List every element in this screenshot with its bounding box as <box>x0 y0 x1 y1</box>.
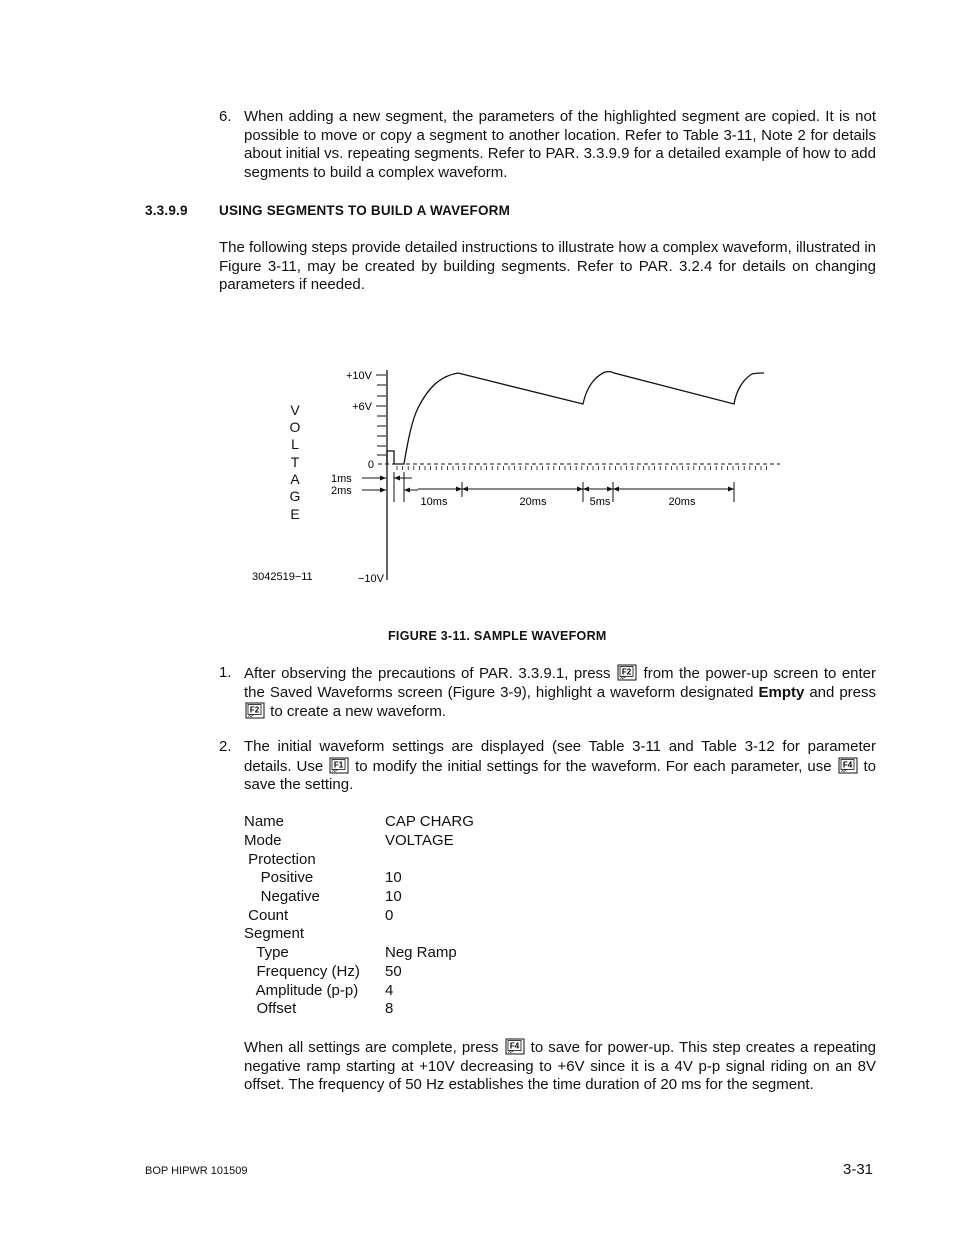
duration-label: 20ms <box>668 496 696 508</box>
svg-text:F1: F1 <box>333 760 344 770</box>
y-axis-title <box>290 402 301 522</box>
closing-text: When all settings are complete, press <box>244 1039 499 1056</box>
duration-label: 5ms <box>589 496 611 508</box>
y-label-zero: 0 <box>367 459 374 471</box>
f4-key-icon <box>838 757 858 774</box>
setting-label: Name <box>244 813 285 830</box>
setting-label: Type <box>244 944 289 961</box>
section-title: USING SEGMENTS TO BUILD A WAVEFORM <box>219 203 511 218</box>
setting-value: 4 <box>385 982 394 999</box>
setting-value: VOLTAGE <box>385 832 454 849</box>
setting-value: 10 <box>385 888 402 905</box>
time-label-1ms: 1ms <box>331 473 352 485</box>
figure-caption: FIGURE 3-11. SAMPLE WAVEFORM <box>388 629 607 643</box>
setting-value: 8 <box>385 1000 394 1017</box>
setting-label: Segment <box>244 925 305 942</box>
closing-text: to save for power-up. This step creates a repeating negative ramp starting at +10V decreasing to +6V since it is a 4V p-p signal riding on an 8V offset. The frequency of 50 Hz establishes the time duration of 20 ms for the segment. <box>244 1039 876 1094</box>
step2-text: The initial waveform settings are displayed (see Table 3-11 and Table 3-12 for parameter details. Use <box>244 738 876 775</box>
step1-bold: Empty <box>758 683 805 701</box>
sample-waveform-figure <box>240 360 800 590</box>
setting-value: 0 <box>385 907 394 924</box>
f2-key-icon <box>245 702 265 719</box>
y-label-minus10: −10V <box>358 573 384 585</box>
y-axis-letter: O <box>289 419 301 435</box>
setting-value: 50 <box>385 963 402 980</box>
setting-label: Offset <box>244 1000 297 1017</box>
setting-label: Amplitude (p-p) <box>244 982 359 999</box>
y-axis-letter: G <box>289 488 301 504</box>
duration-label: 10ms <box>420 496 448 508</box>
svg-text:F4: F4 <box>842 760 852 770</box>
list-number: 1. <box>219 664 232 681</box>
y-axis-letter: L <box>291 436 299 452</box>
y-axis-letter: T <box>290 454 300 470</box>
setting-label: Negative <box>244 888 320 905</box>
y-label-plus6: +6V <box>352 401 372 413</box>
svg-text:F2: F2 <box>249 705 260 715</box>
step1-text: from the power-up screen to enter the Saved Waveforms screen (Figure 3-9), highlight a waveform designated <box>244 665 877 701</box>
setting-label: Mode <box>244 832 282 849</box>
list-number: 6. <box>219 108 232 125</box>
y-label-plus10: +10V <box>346 370 372 382</box>
footer-doc-id: BOP HIPWR 101509 <box>145 1165 248 1177</box>
step1-paragraph <box>244 664 876 722</box>
step1-text: to create a new waveform. <box>270 703 447 721</box>
step1-text: After observing the precautions of PAR. 3.3.9.1, press <box>244 665 611 682</box>
setting-value: Neg Ramp <box>385 944 457 961</box>
setting-value: CAP CHARG <box>385 813 474 830</box>
step2-text: to modify the initial settings for the waveform. For each parameter, use <box>355 757 832 775</box>
y-axis-letter: E <box>290 506 300 522</box>
svg-text:F2: F2 <box>621 667 632 677</box>
setting-label: Count <box>244 907 289 924</box>
svg-text:F4: F4 <box>509 1041 519 1051</box>
time-label-2ms: 2ms <box>331 485 352 497</box>
setting-value: 10 <box>385 869 402 886</box>
waveform-trace <box>387 372 764 464</box>
page-number: 3-31 <box>843 1161 874 1178</box>
f1-key-icon <box>329 757 349 774</box>
list-number: 2. <box>219 738 232 755</box>
section-intro: The following steps provide detailed instructions to illustrate how a complex waveform, illustrated in Figure 3-11, may be created by building segments. Refer to PAR. 3.2.4 for details on changing parameters if needed. <box>219 239 876 294</box>
step2-text: to save the setting. <box>244 757 877 794</box>
f2-key-icon <box>617 664 637 681</box>
y-axis-letter: V <box>290 402 300 418</box>
y-axis-letter: A <box>290 471 300 487</box>
step1-text: and press <box>809 683 876 701</box>
step2-paragraph <box>244 738 876 795</box>
closing-paragraph <box>244 1038 876 1095</box>
setting-label: Positive <box>244 869 314 886</box>
drawing-id: 3042519−11 <box>252 571 313 583</box>
duration-label: 20ms <box>519 496 547 508</box>
f4-key-icon <box>505 1038 525 1055</box>
setting-label: Protection <box>244 851 316 868</box>
setting-label: Frequency (Hz) <box>244 963 360 980</box>
item6-paragraph: When adding a new segment, the parameters of the highlighted segment are copied. It is not possible to move or copy a segment to another location. Refer to Table 3-11, Note 2 for details about initial vs. repeating segments. Refer to PAR. 3.3.9.9 for a detailed example of how to add segments to build a complex waveform. <box>244 108 876 182</box>
section-number: 3.3.9.9 <box>145 203 188 218</box>
